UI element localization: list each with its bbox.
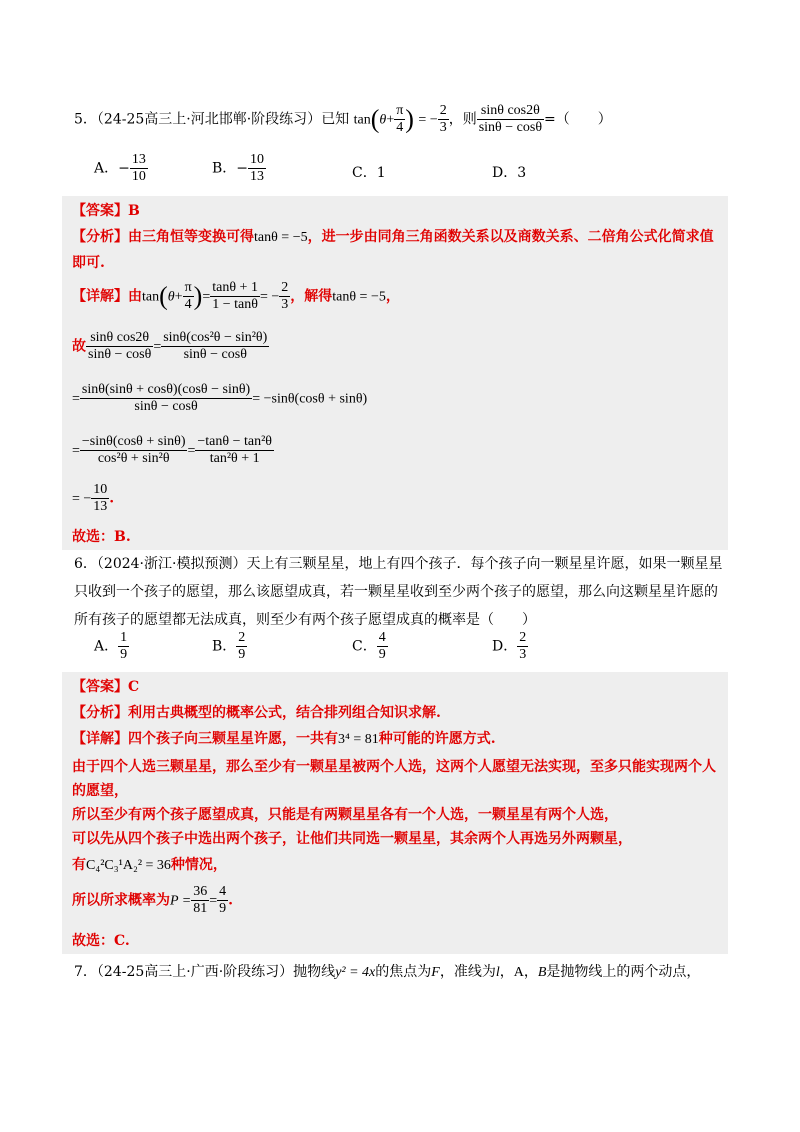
question-6-stem: 6．（2024·浙江·模拟预测）天上有三颗星星，地上有四个孩子．每个孩子向一颗星星许愿，如果一颗星星 只收到一个孩子的愿望，那么该愿望成真，若一颗星星收到至少两个孩子的愿望，那么向这颗星星许愿的 所有孩子的愿望都无法成真，则至少有两个孩子愿望成真的概率是（ ） (74, 556, 723, 628)
step-3: = $\frac{-\sin\theta(\cos\theta + \sin\theta)}{\text{cos²θ + sin²θ}}$ = $\frac{\text{−tanθ − tan²θ}}{\text{tan²θ + 1}}$ (72, 434, 272, 466)
step-1: 故 $\frac{\text{sinθ cos2θ}}{\sin\theta - \cos\theta}$ = $\frac{\text{sinθ(cos²θ − sin²θ)}}{\sin\theta - \cos\theta}$ (72, 330, 268, 362)
question-number: 5． (74, 111, 97, 128)
option-d: D． $\frac{2}{3}$ (492, 630, 527, 662)
detail-line: 【详解】四个孩子向三颗星星许愿，一共有3⁴ = 81种可能的许愿方式. (72, 731, 496, 747)
option-b: B． $\frac{2}{9}$ (212, 630, 246, 662)
option-c: C．1 (352, 165, 386, 181)
step-4: = − $\frac{10}{13}$ . (72, 482, 115, 514)
option-a: A．− $\frac{13}{10}$ (94, 152, 146, 184)
option-d: D．3 (492, 165, 527, 181)
question-number: 6． (74, 556, 97, 572)
question-source: （24-25高三上·河北邯郸·阶段练习） (96, 111, 322, 128)
final-choice: 故选：C. (72, 933, 130, 949)
answer-line: 【答案】B (72, 203, 140, 219)
detail-line: 【详解】由tan(θ+ $\frac{\pi}{4}$ )= $\frac{\tan\theta + 1}{1 - \tan\theta}$ = − $\frac{2}{3}$ ，解得tanθ = −5， (72, 280, 400, 312)
analysis-line: 【分析】由三角恒等变换可得tanθ = −5，进一步由同角三角函数关系以及商数关系、二倍角公式化简求值 (72, 229, 714, 245)
pi-over-4-fraction: $\frac{\pi}{4}$ (396, 103, 404, 135)
neg-two-thirds-fraction: $\frac{2}{3}$ (439, 103, 447, 135)
probability-line: 所以所求概率为P = $\frac{36}{81}$ = $\frac{4}{9}$ . (72, 884, 234, 916)
question-number: 7． (74, 964, 97, 980)
option-b: B．− $\frac{10}{13}$ (212, 152, 265, 184)
question-7-stem: 7．（24-25高三上·广西·阶段练习）抛物线y² = 4x的焦点为F，准线为l，A，B是抛物线上的两个动点， (74, 964, 701, 980)
option-c: C． $\frac{4}{9}$ (352, 630, 386, 662)
solution-block-5: 【答案】B 【分析】由三角恒等变换可得tanθ = −5，进一步由同角三角函数关系以及商数关系、二倍角公式化简求值 即可. 【详解】由tan(θ+ $\frac{\pi}{4}$ )= $\frac{\tan\theta + 1}{1 - \tan\theta}$ = − $\frac{2}{3}$ ，解得tanθ = −5， 故 $\frac{\text{sinθ cos2θ}}{\sin\theta - \cos\theta}$ = $\frac{\text{sinθ(cos²θ − sin²θ)}}{\sin\theta - \cos\theta}$ = $\frac{\sin\theta(\sin\theta + \cos\theta)(\cos\theta - \sin\theta)}{\sin\theta - \cos\theta}$ = −sinθ(cosθ + sinθ) = $\frac{-\sin\theta(\cos\theta + \sin\theta)}{\text{cos²θ + sin²θ}}$ = $\frac{\text{−tanθ − tan²θ}}{\text{tan²θ + 1}}$ = − $\frac{10}{13}$ . 故选：B. (62, 196, 728, 550)
answer-line: 【答案】C (72, 679, 140, 695)
final-choice: 故选：B. (72, 529, 131, 545)
question-5-stem: 5．（24-25高三上·河北邯郸·阶段练习）已知 tan(θ+ $\frac{\pi}{4}$ ) = − $\frac{2}{3}$ ，则 $\frac{\text{sinθ cos2θ}}{\sin\theta - \cos\theta}$ =（ ） (74, 103, 612, 135)
solution-block-6: 【答案】C 【分析】利用古典概型的概率公式，结合排列组合知识求解. 【详解】四个孩子向三颗星星许愿，一共有3⁴ = 81种可能的许愿方式. 由于四个人选三颗星星，那么至少有一颗星星被两个人选，这两个人愿望无法实现，至多只能实现两个人 的愿望， 所以至少有两个孩子愿望成真，只能是有两颗星星各有一个人选，一颗星星有两个人选， 可以先从四个孩子中选出两个孩子，让他们共同选一颗星星，其余两个人再选另外两颗星， 有C₄²C₃¹A₂² = 36种情况， 所以所求概率为P = $\frac{36}{81}$ = $\frac{4}{9}$ . 故选：C. (62, 672, 728, 954)
option-a: A． $\frac{1}{9}$ (94, 630, 128, 662)
analysis-line: 【分析】利用古典概型的概率公式，结合排列组合知识求解. (72, 705, 441, 721)
target-ratio-fraction: $\frac{\text{sinθ cos2θ}}{\sin\theta - \cos\theta}$ (478, 103, 543, 135)
step-2: = $\frac{\sin\theta(\sin\theta + \cos\theta)(\cos\theta - \sin\theta)}{\sin\theta - \cos\theta}$ = −sinθ(cosθ + sinθ) (72, 382, 368, 414)
